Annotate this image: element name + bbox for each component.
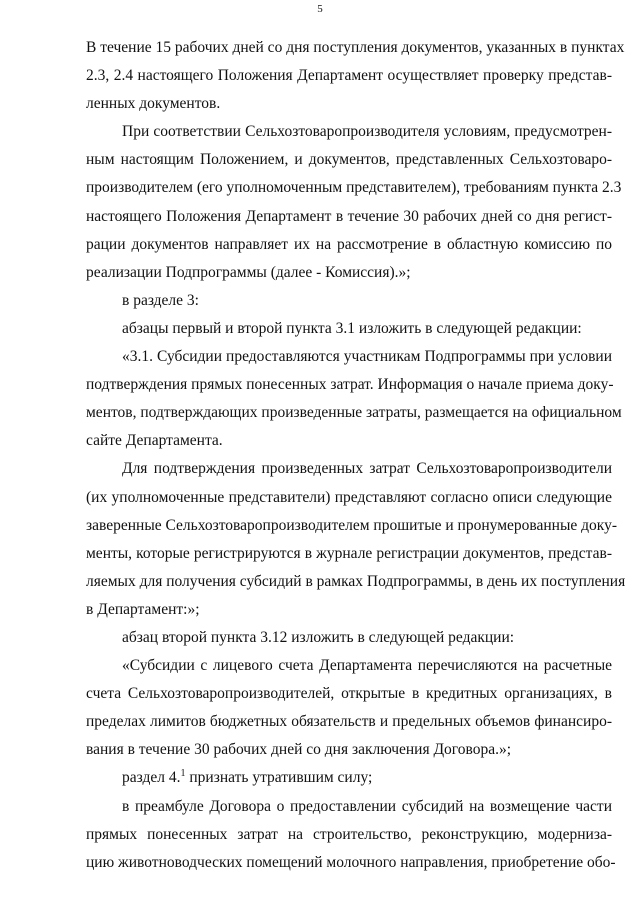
text-line: подтверждения прямых понесенных затрат. Информация о начале приема доку- bbox=[86, 376, 614, 394]
text-line: В течение 15 рабочих дней со дня поступления документов, указанных в пунктах bbox=[86, 39, 625, 56]
text-line: рации документов направляет их на рассмотрение в областную комиссию по bbox=[86, 235, 612, 253]
text-line: вания в течение 30 рабочих дней со дня заключения Договора.»; bbox=[86, 741, 512, 759]
paragraph-first-line: в разделе 3: bbox=[122, 291, 199, 309]
text-line: ленных документов. bbox=[86, 95, 221, 113]
text-line: менты, которые регистрируются в журнале регистрации документов, представ- bbox=[86, 544, 612, 562]
text-line: производителем (его уполномоченным представителем), требованиям пункта 2.3 bbox=[86, 179, 622, 197]
paragraph-first-line: «Субсидии с лицевого счета Департамента перечисляются на расчетные bbox=[122, 657, 612, 675]
paragraph-first-line: абзацы первый и второй пункта 3.1 изложить в следующей редакции: bbox=[122, 319, 582, 337]
text-line: настоящего Положения Департамент в течение 30 рабочих дней со дня регист- bbox=[86, 207, 612, 225]
paragraph-first-line: При соответствии Сельхозтоваропроизводителя условиям, предусмотрен- bbox=[122, 123, 612, 141]
text-line: заверенные Сельхозтоваропроизводителем прошитые и пронумерованные доку- bbox=[86, 516, 617, 534]
paragraph-first-line: Для подтверждения произведенных затрат Сельхозтоваропроизводители bbox=[122, 460, 612, 478]
text-run: раздел 4. bbox=[122, 769, 181, 787]
page-number: 5 bbox=[317, 3, 323, 15]
text-run: признать утратившим силу; bbox=[185, 769, 373, 787]
text-line: 2.3, 2.4 настоящего Положения Департамент осуществляет проверку представ- bbox=[86, 67, 612, 85]
text-line: ментов, подтверждающих произведенные затраты, размещается на официальном bbox=[86, 404, 622, 422]
text-line: прямых понесенных затрат на строительство, реконструкцию, модерниза- bbox=[86, 825, 612, 843]
paragraph-first-line: в преамбуле Договора о предоставлении субсидий на возмещение части bbox=[122, 797, 612, 815]
text-line: в Департамент:»; bbox=[86, 600, 200, 618]
paragraph-first-line: «3.1. Субсидии предоставляются участникам Подпрограммы при условии bbox=[122, 348, 612, 366]
text-line: ляемых для получения субсидий в рамках Подпрограммы, в день их поступления bbox=[86, 572, 626, 590]
text-line: пределах лимитов бюджетных обязательств и предельных объемов финансиро- bbox=[86, 713, 612, 731]
text-line: цию животноводческих помещений молочного направления, приобретение обо- bbox=[86, 853, 616, 871]
superscript: 1 bbox=[180, 768, 186, 780]
text-line: реализации Подпрограммы (далее - Комиссия).»; bbox=[86, 263, 411, 281]
document-body bbox=[86, 34, 626, 877]
text-line: (их уполномоченные представители) представляют согласно описи следующие bbox=[86, 488, 612, 506]
text-line: сайте Департамента. bbox=[86, 432, 223, 450]
text-line: счета Сельхозтоваропроизводителей, открытые в кредитных организациях, в bbox=[86, 685, 612, 703]
paragraph-first-line bbox=[86, 764, 612, 792]
text-line: ным настоящим Положением, и документов, представленных Сельхозтоваро- bbox=[86, 151, 612, 169]
paragraph-first-line: абзац второй пункта 3.12 изложить в следующей редакции: bbox=[122, 628, 515, 646]
